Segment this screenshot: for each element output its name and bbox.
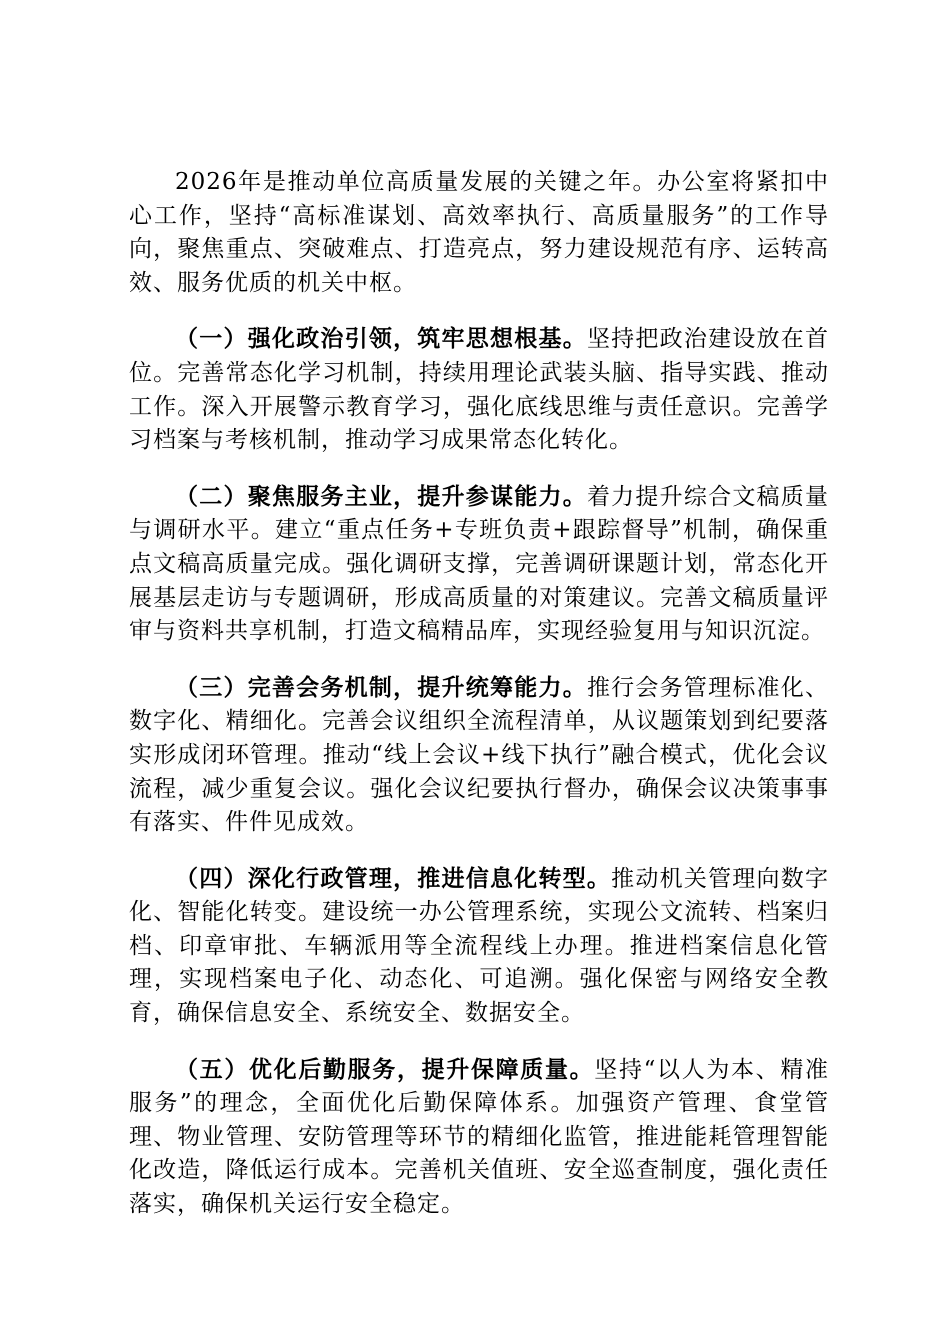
section-paragraph-3 [129,671,829,840]
section-paragraph-2 [129,480,829,649]
section-body-5: 坚持“以人为本、精准服务”的理念，全面优化后勤保障体系。加强资产管理、食堂管理、物业管理、安防管理等环节的精细化监管，推进能耗管理智能化改造，降低运行成本。完善机关值班、安全巡查制度，强化责任落实，确保机关运行安全稳定。 [129,1056,830,1218]
section-paragraph-5 [129,1053,829,1222]
section-heading-3: （三）完善会务机制，提升统筹能力。 [175,673,587,701]
section-body-2: 着力提升综合文稿质量与调研水平。建立“重点任务+专班负责+跟踪督导”机制，确保重点文稿高质量完成。强化调研支撑，完善调研课题计划，常态化开展基层走访与专题调研，形成高质量的对策建议。完善文稿质量评审与资料共享机制，打造文稿精品库，实现经验复用与知识沉淀。 [129,483,830,645]
section-heading-4: （四）深化行政管理，推进信息化转型。 [175,864,612,892]
section-body-3: 推行会务管理标准化、数字化、精细化。完善会议组织全流程清单，从议题策划到纪要落实形成闭环管理。推动“线上会议+线下执行”融合模式，优化会议流程，减少重复会议。强化会议纪要执行督办，确保会议决策事事有落实、件件见成效。 [129,674,830,836]
intro-paragraph: 2026年是推动单位高质量发展的关键之年。办公室将紧扣中心工作，坚持“高标准谋划、高效率执行、高质量服务”的工作导向，聚焦重点、突破难点、打造亮点，努力建设规范有序、运转高效、服务优质的机关中枢。 [129,169,829,296]
section-paragraph-4 [129,862,829,1031]
section-heading-5: （五）优化后勤服务，提升保障质量。 [175,1055,595,1083]
section-body-1: 坚持把政治建设放在首位。完善常态化学习机制，持续用理论武装头脑、指导实践、推动工作。深入开展警示教育学习，强化底线思维与责任意识。完善学习档案与考核机制，推动学习成果常态化转化。 [129,326,830,454]
section-body-4: 推动机关管理向数字化、智能化转变。建设统一办公管理系统，实现公文流转、档案归档、印章审批、车辆派用等全流程线上办理。推进档案信息化管理，实现档案电子化、动态化、可追溯。强化保密与网络安全教育，确保信息安全、系统安全、数据安全。 [129,865,830,1027]
document-body [129,166,829,1244]
section-heading-1: （一）强化政治引领，筑牢思想根基。 [175,325,587,353]
section-paragraph-1 [129,322,829,457]
section-heading-2: （二）聚焦服务主业，提升参谋能力。 [175,482,587,510]
